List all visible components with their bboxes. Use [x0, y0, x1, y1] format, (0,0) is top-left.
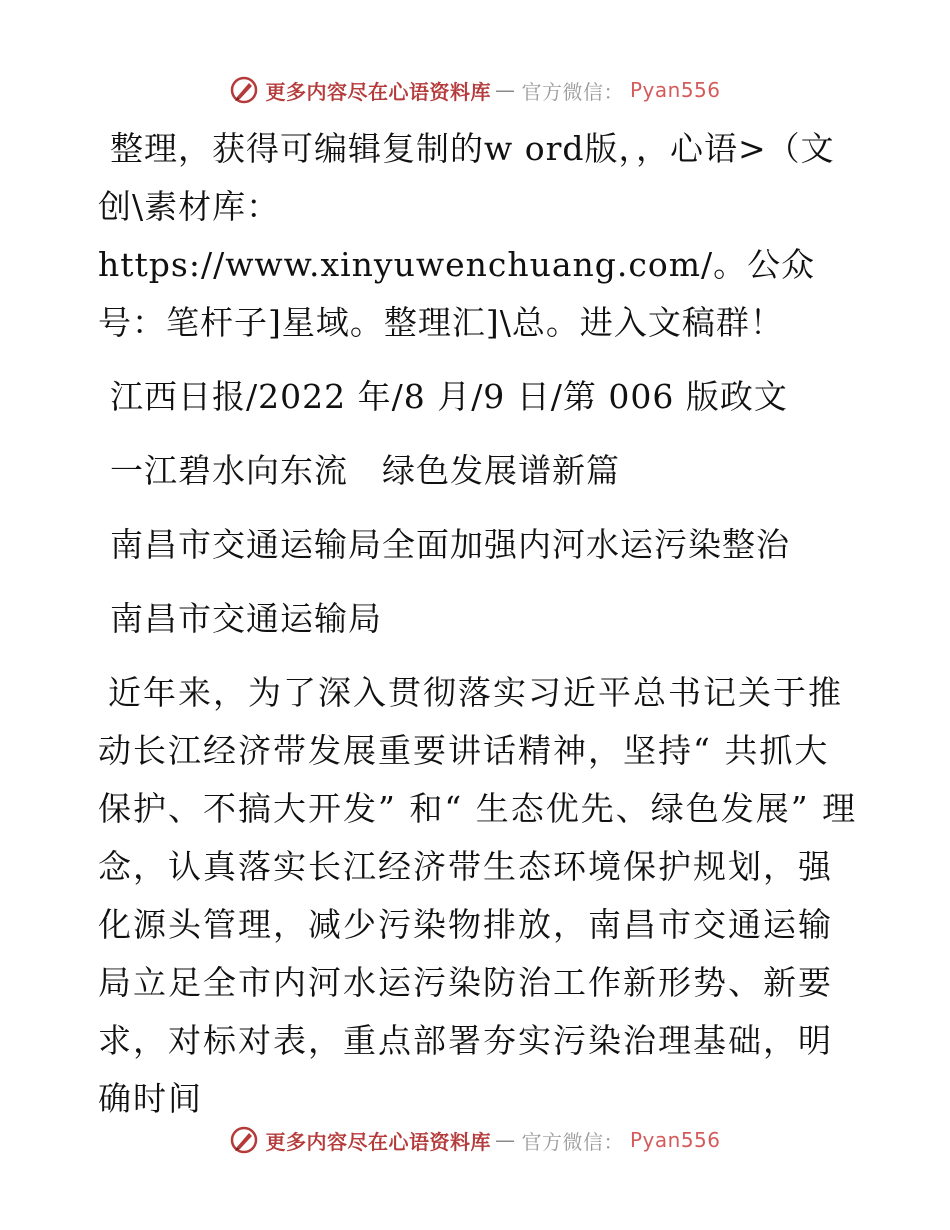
author-line: 南昌市交通运输局 [110, 599, 382, 638]
header-banner [0, 72, 950, 108]
subheadline: 南昌市交通运输局全面加强内河水运污染整治 [110, 525, 790, 564]
banner-wechat-label: 官方微信： [521, 1129, 624, 1154]
banner-wechat-label: 官方微信： [521, 79, 624, 104]
source-line: 江西日报/2022 年/8 月/9 日/第 006 版政文 [110, 377, 788, 416]
pen-logo-icon [229, 1125, 259, 1155]
intro-paragraph: 整理，获得可编辑复制的w ord版，，心语>（文创\素材库：https://www.xinyuwenchuang.com/。公众号：笔杆子]星域。整理汇]\总。进入文稿群！ [98, 129, 835, 342]
body-paragraph: 近年来，为了深入贯彻落实习近平总书记关于推动长江经济带发展重要讲话精神，坚持“ 共抓大保护、不搞大开发” 和“ 生态优先、绿色发展” 理念，认真落实长江经济带生态环境保护规划，强化源头管理，减少污染物排放，南昌市交通运输局立足全市内河水运污染防治工作新形势、新要求，对标对表，重点部署夯实污染治理基础，明确时间 [98, 673, 858, 1118]
headline: 一江碧水向东流 绿色发展谱新篇 [110, 451, 620, 490]
pen-logo-icon [229, 75, 259, 105]
banner-wechat-id: Pyan556 [629, 78, 721, 102]
banner-text: 更多内容尽在心语资料库 [265, 1129, 491, 1154]
banner-dash: — [494, 78, 516, 102]
banner-wechat-id: Pyan556 [629, 1128, 721, 1152]
banner-dash: — [494, 1128, 516, 1152]
document-body [98, 120, 858, 1128]
footer-banner [0, 1122, 950, 1158]
banner-text: 更多内容尽在心语资料库 [265, 79, 491, 104]
